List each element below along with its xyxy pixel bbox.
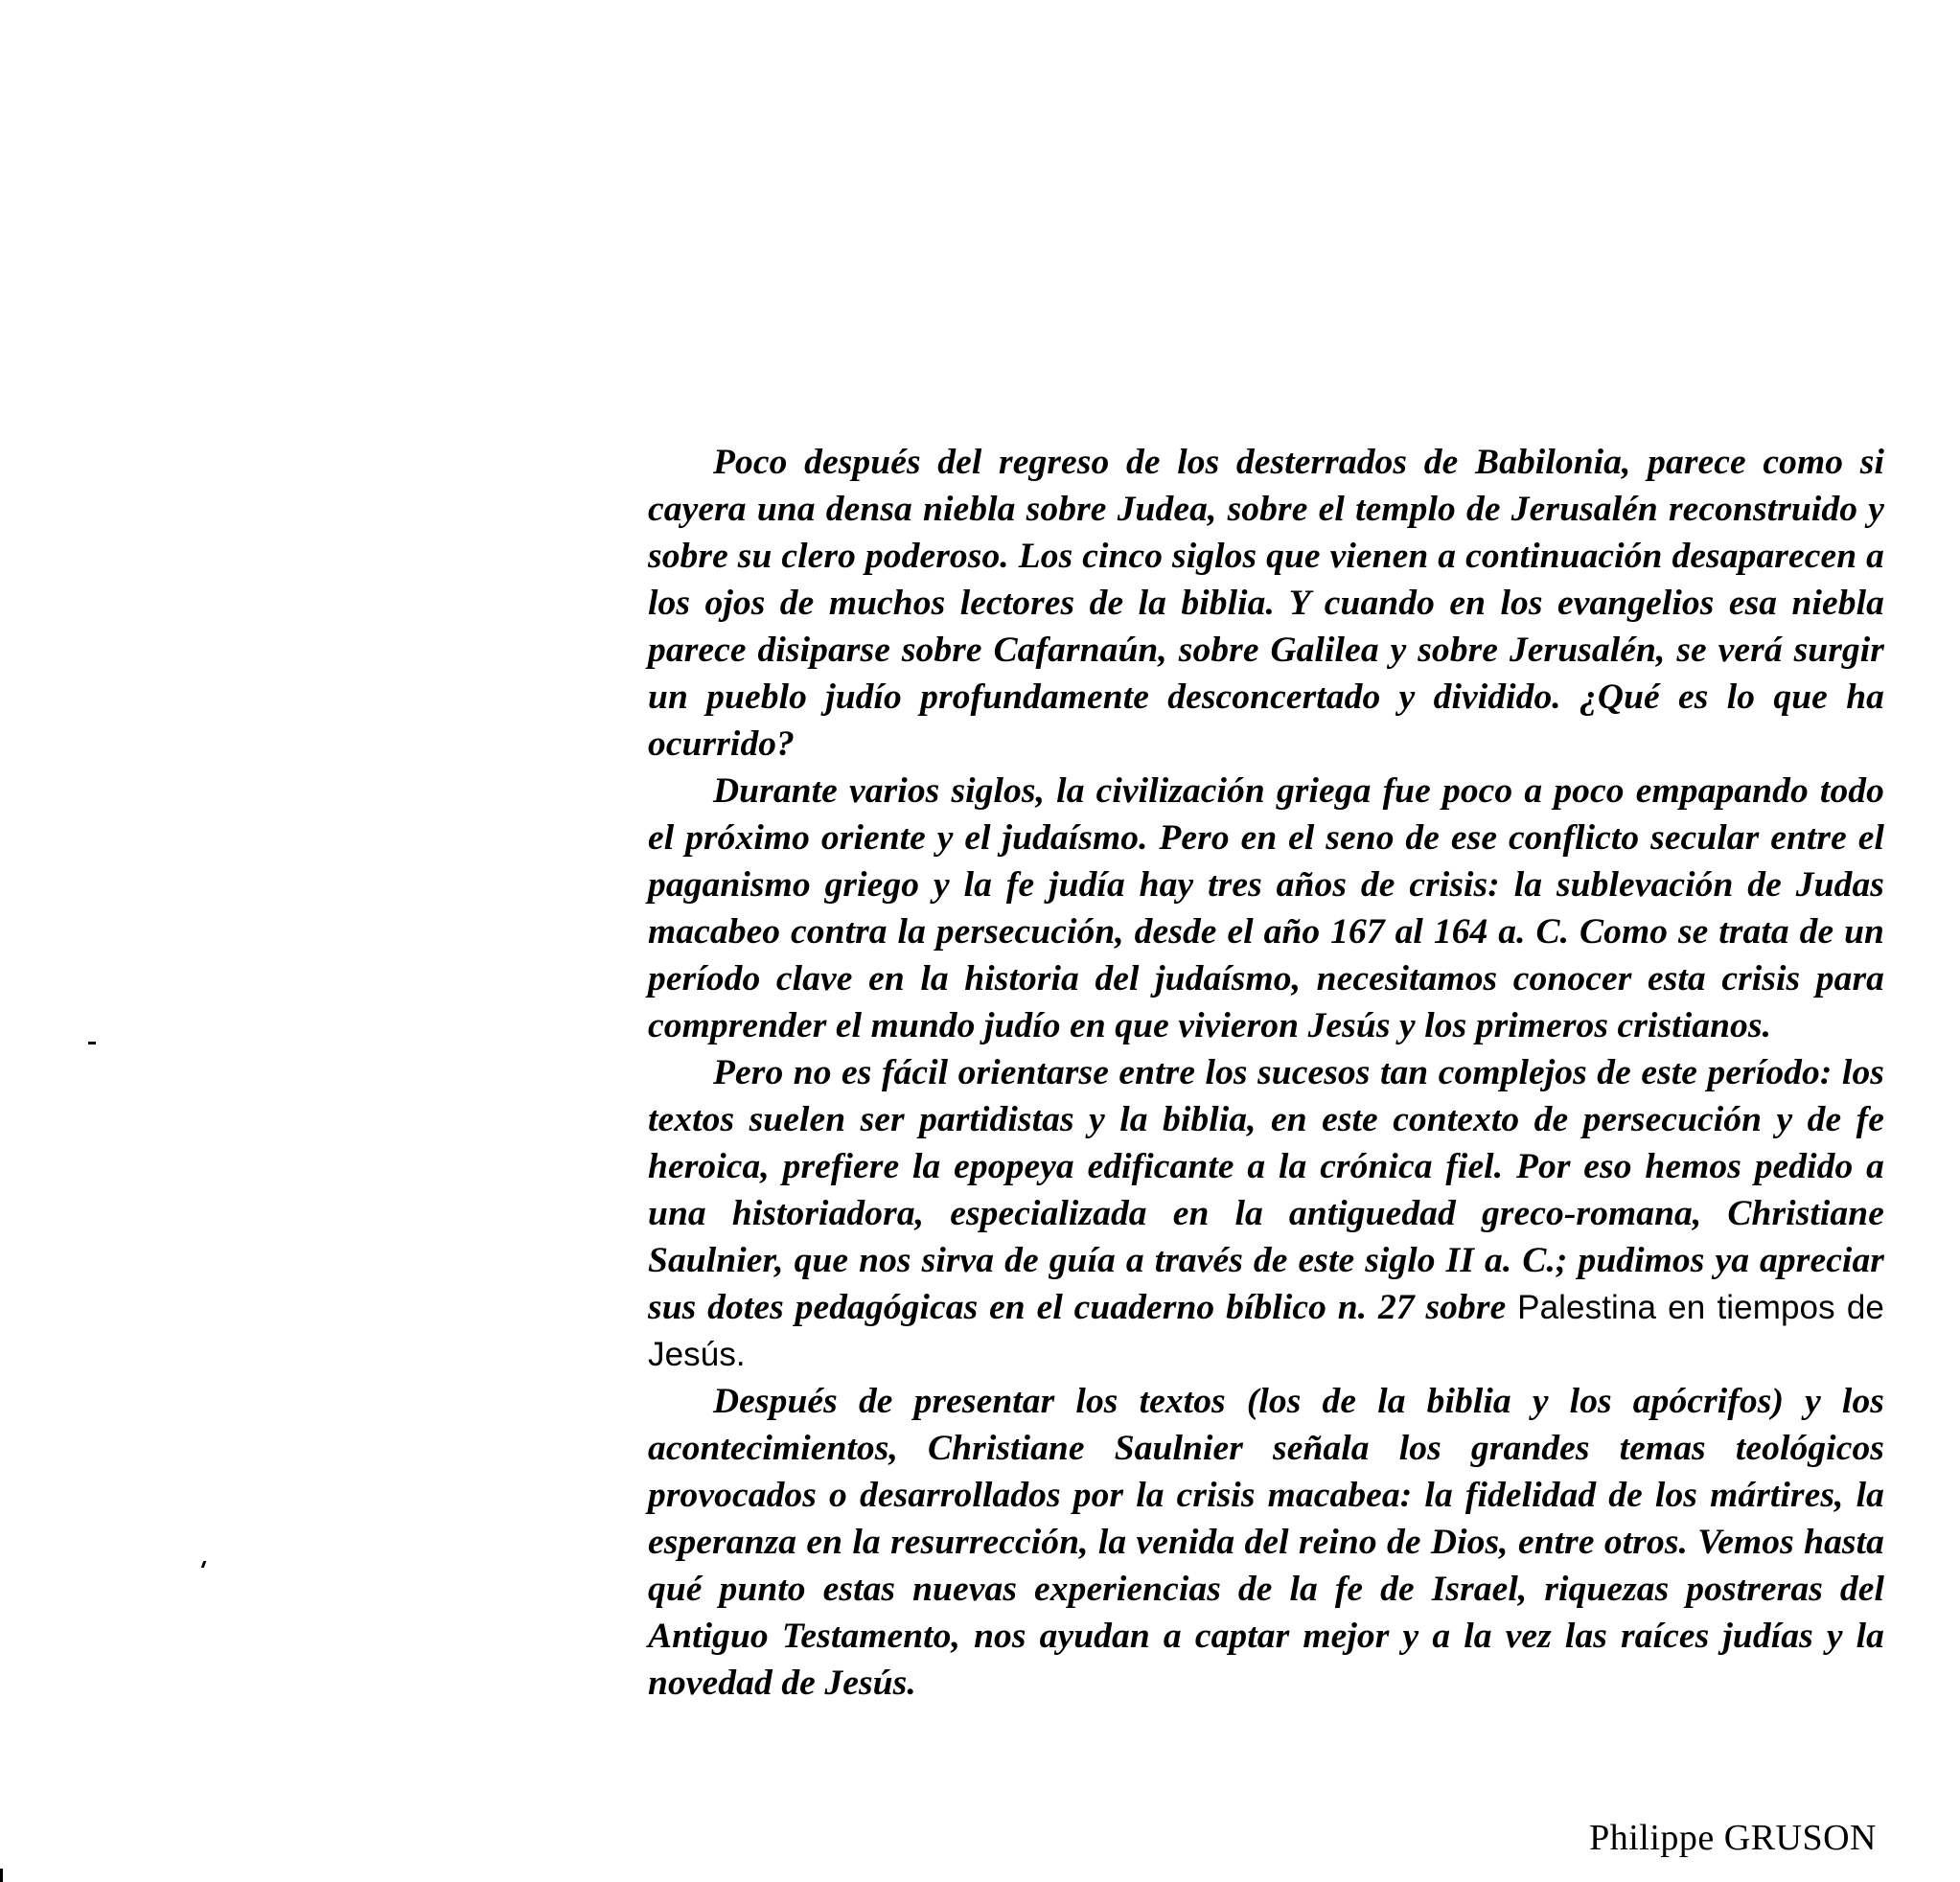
paragraph-themes: Después de presentar los textos (los de la biblia y los apócrifos) y los acontecimientos, Christiane Saulnier señala los grandes temas teológicos provocados o desarrollados por la crisis macabea: la fidelidad de los mártires, la esperanza en la resurrección, la venida del reino de Dios, entre otros. Vemos hasta qué punto estas nuevas experiencias de la fe de Israel, riquezas postreras del Antiguo Testamento, nos ayudan a captar mejor y a la vez las raíces judías y la novedad de Jesús. <box>648 1382 1884 1703</box>
paragraph-greek-civilization: Durante varios siglos, la civilización griega fue poco a poco empapando todo el próximo oriente y el judaísmo. Pero en el seno de ese conflicto secular entre el paganismo griego y la fe judía hay tres años de crisis: la sublevación de Judas macabeo contra la persecución, desde el año 167 al 164 a. C. Como se trata de un período clave en la historia del judaísmo, necesitamos conocer esta crisis para comprender el mundo judío en que vivieron Jesús y los primeros cristianos. <box>648 771 1884 1045</box>
scan-speck <box>201 1561 207 1568</box>
scan-edge-mark <box>0 1869 3 1882</box>
paragraph-author-guide-text: Pero no es fácil orientarse entre los sucesos tan complejos de este período: los textos suelen ser partidistas y la biblia, en este contexto de persecución y de fe heroica, prefiere la epopeya edificante a la crónica fiel. Por eso hemos pedido a una historiadora, especializada en la antiguedad greco-romana, Christiane Saulnier, que nos sirva de guía a través de este siglo II a. C.; pudimos ya apreciar sus dotes pedagógicas en el cuaderno bíblico n. 27 sobre <box>648 1053 1884 1327</box>
signature: Philippe GRUSON <box>1589 1818 1877 1858</box>
paragraph-intro: Poco después del regreso de los desterrados de Babilonia, parece como si cayera una densa niebla sobre Judea, sobre el templo de Jerusalén reconstruido y sobre su clero poderoso. Los cinco siglos que vienen a continuación desaparecen a los ojos de muchos lectores de la biblia. Y cuando en los evangelios esa niebla parece disiparse sobre Cafarnaún, sobre Galilea y sobre Jerusalén, se verá surgir un pueblo judío profundamente desconcertado y dividido. ¿Qué es lo que ha ocurrido? <box>648 443 1884 764</box>
paragraph-author-guide <box>648 1049 1884 1378</box>
foreword-body <box>648 439 1884 1707</box>
cited-title: Palestina en tiempos de Jesús. <box>648 1289 1884 1373</box>
scan-speck <box>88 1042 96 1044</box>
